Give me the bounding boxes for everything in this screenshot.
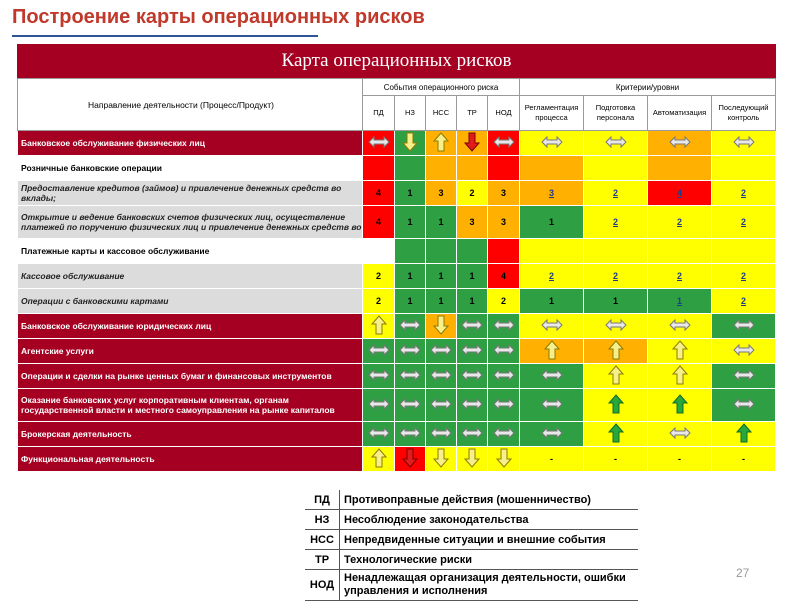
cell-value: -: [678, 454, 681, 464]
risk-cell: [363, 206, 395, 239]
risk-cell: [648, 422, 712, 447]
risk-cell: [457, 364, 488, 389]
horizontal-arrow-icon: [732, 396, 756, 412]
down-arrow-icon: [464, 448, 480, 468]
risk-map-table: [17, 78, 776, 472]
risk-cell: [426, 239, 457, 264]
risk-row: [18, 264, 776, 289]
horizontal-arrow-icon: [429, 342, 453, 358]
up-arrow-icon: [736, 423, 752, 443]
risk-cell: [457, 156, 488, 181]
risk-cell: [363, 264, 395, 289]
risk-cell: [426, 364, 457, 389]
horizontal-arrow-icon: [732, 317, 756, 333]
cell-value: 4: [500, 271, 506, 281]
risk-cell: [712, 239, 776, 264]
risk-cell: [395, 156, 426, 181]
horizontal-arrow-icon: [398, 342, 422, 358]
legend-row: [305, 570, 638, 601]
cell-value: 2: [612, 217, 618, 227]
down-arrow-icon: [433, 315, 449, 335]
risk-cell: [395, 422, 426, 447]
cell-value: 3: [500, 188, 506, 198]
risk-cell: [584, 181, 648, 206]
risk-cell: [488, 206, 520, 239]
risk-cell: [457, 447, 488, 472]
col-header-automation: Автоматизация: [648, 96, 712, 131]
legend-row: [305, 550, 638, 570]
risk-cell: [363, 339, 395, 364]
horizontal-arrow-icon: [429, 425, 453, 441]
horizontal-arrow-icon: [492, 317, 516, 333]
col-header-tr: ТР: [457, 96, 488, 131]
risk-cell: [395, 389, 426, 422]
up-arrow-icon: [672, 365, 688, 385]
risk-cell: [457, 314, 488, 339]
risk-cell: [457, 239, 488, 264]
risk-cell: [363, 364, 395, 389]
risk-cell: [395, 264, 426, 289]
col-header-training: Подготовка персонала: [584, 96, 648, 131]
cell-value: 4: [676, 188, 682, 198]
horizontal-arrow-icon: [398, 317, 422, 333]
risk-cell: [520, 181, 584, 206]
risk-cell: [488, 389, 520, 422]
risk-cell: [712, 156, 776, 181]
page-title: Построение карты операционных рисков: [12, 6, 425, 28]
risk-row: [18, 389, 776, 422]
up-arrow-icon: [371, 315, 387, 335]
risk-cell: [363, 131, 395, 156]
risk-cell: [363, 181, 395, 206]
horizontal-arrow-icon: [540, 317, 564, 333]
risk-cell: [395, 239, 426, 264]
cell-value: 1: [438, 271, 444, 281]
risk-cell: [426, 339, 457, 364]
risk-cell: [395, 314, 426, 339]
risk-row: [18, 181, 776, 206]
risk-cell: [712, 447, 776, 472]
legend-row: [305, 530, 638, 550]
cell-value: 1: [469, 271, 475, 281]
risk-cell: [648, 339, 712, 364]
up-arrow-icon: [608, 423, 624, 443]
risk-cell: [363, 447, 395, 472]
risk-cell: [520, 422, 584, 447]
down-arrow-icon: [496, 448, 512, 468]
risk-cell: [395, 206, 426, 239]
criteria-group-header: Критерии/уровни: [520, 79, 776, 96]
risk-cell: [712, 422, 776, 447]
legend-text: Противоправные действия (мошенничество): [340, 490, 639, 510]
horizontal-arrow-icon: [460, 317, 484, 333]
row-label: Банковское обслуживание юридических лиц: [18, 314, 363, 339]
horizontal-arrow-icon: [460, 342, 484, 358]
down-arrow-icon: [433, 448, 449, 468]
horizontal-arrow-icon: [398, 367, 422, 383]
horizontal-arrow-icon: [604, 134, 628, 150]
horizontal-arrow-icon: [367, 134, 391, 150]
legend-text: Ненадлежащая организация деятельности, ошибки управления и исполнения: [340, 570, 639, 601]
cell-value: 4: [375, 217, 381, 227]
risk-cell: [520, 289, 584, 314]
row-label: Операции и сделки на рынке ценных бумаг и финансовых инструментов: [18, 364, 363, 389]
risk-row: [18, 131, 776, 156]
up-arrow-icon: [433, 132, 449, 152]
col-header-nss: НСС: [426, 96, 457, 131]
horizontal-arrow-icon: [668, 425, 692, 441]
risk-cell: [584, 156, 648, 181]
direction-header: Направление деятельности (Процесс/Продукт): [18, 79, 363, 131]
row-label: Брокерская деятельность: [18, 422, 363, 447]
col-header-nod: НОД: [488, 96, 520, 131]
horizontal-arrow-icon: [668, 134, 692, 150]
risk-cell: [584, 389, 648, 422]
risk-cell: [648, 289, 712, 314]
risk-cell: [426, 447, 457, 472]
risk-cell: [520, 339, 584, 364]
risk-cell: [488, 156, 520, 181]
horizontal-arrow-icon: [540, 367, 564, 383]
risk-cell: [712, 389, 776, 422]
risk-cell: [520, 264, 584, 289]
cell-value: 1: [548, 296, 554, 306]
horizontal-arrow-icon: [367, 367, 391, 383]
risk-row: [18, 289, 776, 314]
horizontal-arrow-icon: [492, 134, 516, 150]
risk-cell: [584, 339, 648, 364]
risk-cell: [520, 131, 584, 156]
up-arrow-icon: [608, 394, 624, 414]
risk-cell: [584, 314, 648, 339]
risk-cell: [648, 264, 712, 289]
risk-cell: [426, 422, 457, 447]
up-arrow-icon: [608, 340, 624, 360]
cell-value: 2: [612, 271, 618, 281]
risk-cell: [520, 364, 584, 389]
horizontal-arrow-icon: [460, 396, 484, 412]
risk-cell: [712, 339, 776, 364]
risk-cell: [584, 131, 648, 156]
risk-cell: [584, 239, 648, 264]
legend-abbr: НОД: [305, 570, 340, 601]
risk-cell: [584, 264, 648, 289]
title-underline: [12, 35, 318, 37]
legend-abbr: НЗ: [305, 510, 340, 530]
cell-value: 3: [469, 217, 475, 227]
legend-row: [305, 510, 638, 530]
horizontal-arrow-icon: [492, 367, 516, 383]
risk-row: [18, 239, 776, 264]
risk-cell: [363, 156, 395, 181]
risk-cell: [648, 181, 712, 206]
risk-cell: [520, 314, 584, 339]
horizontal-arrow-icon: [540, 396, 564, 412]
row-label: Предоставление кредитов (займов) и привлечение денежных средств во вклады;: [18, 181, 363, 206]
risk-cell: [457, 422, 488, 447]
risk-cell: [520, 447, 584, 472]
risk-cell: [488, 289, 520, 314]
risk-cell: [363, 289, 395, 314]
page-number: 27: [736, 566, 750, 580]
cell-value: 1: [407, 271, 413, 281]
risk-cell: [648, 447, 712, 472]
risk-cell: [584, 289, 648, 314]
risk-cell: [363, 239, 395, 264]
horizontal-arrow-icon: [492, 425, 516, 441]
cell-value: 1: [407, 296, 413, 306]
legend-text: Несоблюдение законодательства: [340, 510, 639, 530]
risk-cell: [363, 422, 395, 447]
down-arrow-icon: [402, 132, 418, 152]
risk-cell: [395, 131, 426, 156]
risk-cell: [457, 339, 488, 364]
risk-cell: [363, 314, 395, 339]
risk-cell: [395, 339, 426, 364]
risk-cell: [426, 264, 457, 289]
horizontal-arrow-icon: [732, 134, 756, 150]
cell-value: 2: [375, 271, 381, 281]
horizontal-arrow-icon: [460, 367, 484, 383]
risk-cell: [488, 339, 520, 364]
cell-value: 4: [375, 188, 381, 198]
risk-row: [18, 206, 776, 239]
cell-value: 2: [740, 217, 746, 227]
cell-value: 2: [740, 296, 746, 306]
horizontal-arrow-icon: [398, 425, 422, 441]
risk-cell: [648, 314, 712, 339]
risk-cell: [712, 181, 776, 206]
map-title: Карта операционных рисков: [281, 50, 512, 71]
risk-cell: [520, 156, 584, 181]
cell-value: 2: [375, 296, 381, 306]
risk-cell: [712, 264, 776, 289]
row-label: Платежные карты и кассовое обслуживание: [18, 239, 363, 264]
legend-abbr: ТР: [305, 550, 340, 570]
risk-cell: [457, 206, 488, 239]
row-label: Кассовое обслуживание: [18, 264, 363, 289]
risk-row: [18, 339, 776, 364]
risk-cell: [457, 264, 488, 289]
risk-cell: [488, 447, 520, 472]
risk-cell: [648, 206, 712, 239]
horizontal-arrow-icon: [367, 425, 391, 441]
horizontal-arrow-icon: [367, 396, 391, 412]
risk-cell: [520, 206, 584, 239]
cell-value: 1: [612, 296, 618, 306]
cell-value: 3: [438, 188, 444, 198]
horizontal-arrow-icon: [732, 342, 756, 358]
risk-cell: [488, 314, 520, 339]
risk-cell: [712, 206, 776, 239]
legend-abbr: ПД: [305, 490, 340, 510]
row-label: Банковское обслуживание физических лиц: [18, 131, 363, 156]
risk-row: [18, 156, 776, 181]
cell-value: 1: [407, 188, 413, 198]
row-label: Открытие и ведение банковских счетов физических лиц, осуществление платежей по поручению физических лиц и привлечение денежных средств во: [18, 206, 363, 239]
up-arrow-icon: [672, 340, 688, 360]
up-arrow-icon: [544, 340, 560, 360]
risk-cell: [395, 447, 426, 472]
cell-value: -: [742, 454, 745, 464]
cell-value: -: [614, 454, 617, 464]
down-arrow-icon: [402, 448, 418, 468]
cell-value: 1: [438, 296, 444, 306]
risk-row: [18, 422, 776, 447]
horizontal-arrow-icon: [429, 396, 453, 412]
risk-cell: [584, 422, 648, 447]
risk-cell: [457, 389, 488, 422]
cell-value: 3: [548, 188, 554, 198]
cell-value: 2: [676, 217, 682, 227]
risk-map-body: [18, 131, 776, 472]
cell-value: 2: [612, 188, 618, 198]
row-label: Агентские услуги: [18, 339, 363, 364]
risk-cell: [488, 131, 520, 156]
risk-cell: [457, 131, 488, 156]
risk-cell: [584, 206, 648, 239]
risk-cell: [426, 314, 457, 339]
up-arrow-icon: [608, 365, 624, 385]
legend-text: Непредвиденные ситуации и внешние события: [340, 530, 639, 550]
risk-cell: [648, 239, 712, 264]
cell-value: 1: [407, 217, 413, 227]
risk-cell: [712, 314, 776, 339]
risk-cell: [426, 289, 457, 314]
risk-row: [18, 364, 776, 389]
cell-value: 1: [438, 217, 444, 227]
up-arrow-icon: [672, 394, 688, 414]
row-label: Розничные банковские операции: [18, 156, 363, 181]
row-label: Функциональная деятельность: [18, 447, 363, 472]
cell-value: 1: [469, 296, 475, 306]
risk-row: [18, 447, 776, 472]
legend-abbr: НСС: [305, 530, 340, 550]
risk-cell: [648, 156, 712, 181]
cell-value: 3: [500, 217, 506, 227]
cell-value: 2: [500, 296, 506, 306]
risk-cell: [426, 181, 457, 206]
risk-cell: [520, 239, 584, 264]
col-header-regulation: Регламентация процесса: [520, 96, 584, 131]
risk-cell: [395, 181, 426, 206]
horizontal-arrow-icon: [367, 342, 391, 358]
legend-row: [305, 490, 638, 510]
horizontal-arrow-icon: [604, 317, 628, 333]
risk-cell: [584, 364, 648, 389]
cell-value: -: [550, 454, 553, 464]
risk-cell: [584, 447, 648, 472]
events-group-header: События операционного риска: [363, 79, 520, 96]
risk-cell: [648, 389, 712, 422]
risk-cell: [712, 289, 776, 314]
horizontal-arrow-icon: [732, 367, 756, 383]
risk-cell: [488, 422, 520, 447]
risk-cell: [488, 239, 520, 264]
risk-cell: [395, 364, 426, 389]
horizontal-arrow-icon: [492, 342, 516, 358]
down-arrow-icon: [464, 132, 480, 152]
risk-cell: [426, 131, 457, 156]
risk-cell: [648, 131, 712, 156]
horizontal-arrow-icon: [429, 367, 453, 383]
risk-cell: [520, 389, 584, 422]
col-header-nz: НЗ: [395, 96, 426, 131]
horizontal-arrow-icon: [460, 425, 484, 441]
cell-value: 1: [548, 217, 554, 227]
risk-cell: [426, 156, 457, 181]
risk-cell: [457, 289, 488, 314]
col-header-pd: ПД: [363, 96, 395, 131]
map-title-banner: [17, 44, 776, 78]
risk-cell: [712, 364, 776, 389]
legend-table: [305, 490, 638, 601]
horizontal-arrow-icon: [540, 134, 564, 150]
cell-value: 1: [676, 296, 682, 306]
horizontal-arrow-icon: [398, 396, 422, 412]
risk-cell: [426, 389, 457, 422]
cell-value: 2: [676, 271, 682, 281]
legend-text: Технологические риски: [340, 550, 639, 570]
cell-value: 2: [740, 271, 746, 281]
risk-cell: [457, 181, 488, 206]
row-label: Операции с банковскими картами: [18, 289, 363, 314]
up-arrow-icon: [371, 448, 387, 468]
risk-cell: [488, 364, 520, 389]
cell-value: 2: [548, 271, 554, 281]
risk-cell: [395, 289, 426, 314]
horizontal-arrow-icon: [492, 396, 516, 412]
risk-cell: [712, 131, 776, 156]
horizontal-arrow-icon: [668, 317, 692, 333]
risk-cell: [488, 181, 520, 206]
row-label: Оказание банковских услуг корпоративным клиентам, органам государственной власти и местного самоуправления на рынке капиталов: [18, 389, 363, 422]
horizontal-arrow-icon: [540, 425, 564, 441]
risk-row: [18, 314, 776, 339]
col-header-control: Последующий контроль: [712, 96, 776, 131]
cell-value: 2: [740, 188, 746, 198]
risk-cell: [363, 389, 395, 422]
risk-cell: [488, 264, 520, 289]
risk-cell: [426, 206, 457, 239]
risk-cell: [648, 364, 712, 389]
cell-value: 2: [469, 188, 475, 198]
